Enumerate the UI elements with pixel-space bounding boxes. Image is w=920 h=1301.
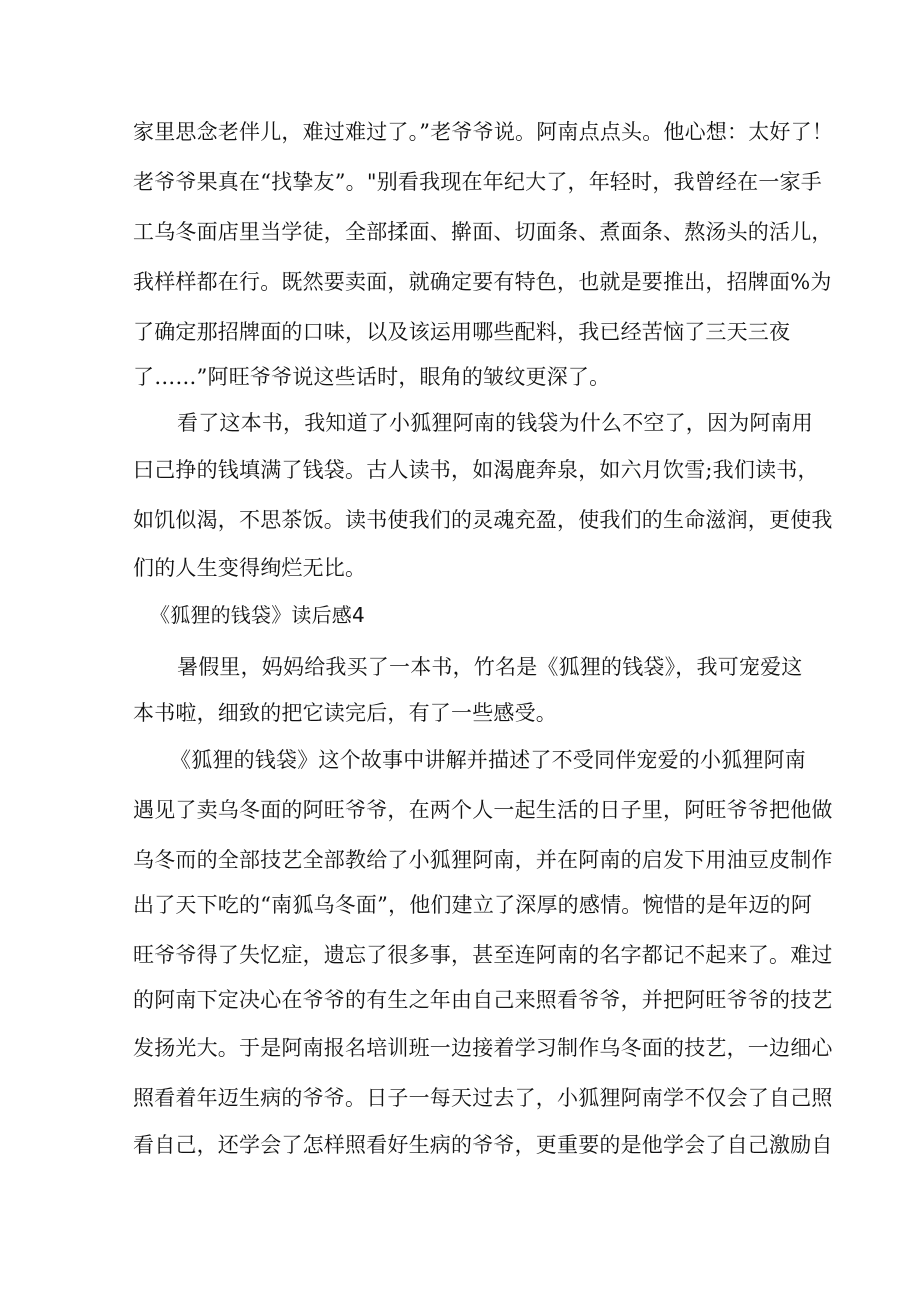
paragraph-2-line-1: 看了这本书，我知道了小狐狸阿南的钱袋为什么不空了，因为阿南用 [177, 411, 813, 435]
paragraph-4-line-9: 看自己，还学会了怎样照看好生病的爷爷，更重要的是他学会了自己激励自 [133, 1133, 833, 1157]
paragraph-1-line-3: 工乌冬面店里当学徒，全部揉面、擀面、切面条、煮面条、熬汤头的活儿， [133, 220, 833, 244]
section-heading: 《狐狸的钱袋》读后感4 [150, 603, 365, 627]
paragraph-1-line-1: 家里思念老伴儿，难过难过了。”老爷爷说。阿南点点头。他心想：太好了！ [133, 120, 834, 144]
paragraph-4-line-6: 的阿南下定决心在爷爷的有生之年由自己来照看爷爷，并把阿旺爷爷的技艺 [133, 988, 833, 1012]
paragraph-1-line-4: 我样样都在行。既然要卖面，就确定要有特色，也就是要推出，招牌面%为 [133, 270, 832, 294]
paragraph-2-line-2: 曰己挣的钱填满了钱袋。古人读书，如渴鹿奔泉，如六月饮雪;我们读书， [133, 458, 819, 482]
paragraph-4-line-2: 遇见了卖乌冬面的阿旺爷爷，在两个人一起生活的日子里，阿旺爷爷把他做 [133, 798, 833, 822]
paragraph-3-line-2: 本书啦，细致的把它读完后，有了一些感受。 [133, 701, 557, 725]
paragraph-1-line-2: 老爷爷果真在“找挚友”。"别看我现在年纪大了，年轻时，我曾经在一家手 [133, 170, 822, 194]
paragraph-2-line-4: 们的人生变得绚烂无比。 [133, 556, 367, 580]
paragraph-4-line-5: 旺爷爷得了失忆症，遗忘了很多事，甚至连阿南的名字都记不起来了。难过 [133, 943, 833, 967]
paragraph-2-line-3: 如饥似渴，不思茶饭。读书使我们的灵魂充盈，使我们的生命滋润，更使我 [133, 508, 833, 532]
paragraph-4-line-8: 照看着年迈生病的爷爷。日子一每天过去了，小狐狸阿南学不仅会了自己照 [133, 1086, 833, 1110]
paragraph-4-line-1: 《狐狸的钱袋》这个故事中讲解并描述了不受同伴宠爱的小狐狸阿南 [170, 748, 806, 772]
paragraph-4-line-3: 乌冬而的全部技艺全部教给了小狐狸阿南，并在阿南的启发下用油豆皮制作 [133, 848, 833, 872]
paragraph-4-line-7: 发扬光大。于是阿南报名培训班一边接着学习制作乌冬面的技艺，一边细心 [133, 1036, 833, 1060]
paragraph-4-line-4: 出了天下吃的“南狐乌冬面”，他们建立了深厚的感情。惋惜的是年迈的阿 [133, 893, 813, 917]
paragraph-1-line-6: 了……”阿旺爷爷说这些话时，眼角的皱纹更深了。 [133, 365, 611, 389]
paragraph-1-line-5: 了确定那招牌面的口味，以及该运用哪些配料，我已经苦恼了三天三夜 [133, 320, 791, 344]
paragraph-3-line-1: 暑假里，妈妈给我买了一本书，竹名是《狐狸的钱袋》，我可宠爱这 [177, 655, 803, 679]
